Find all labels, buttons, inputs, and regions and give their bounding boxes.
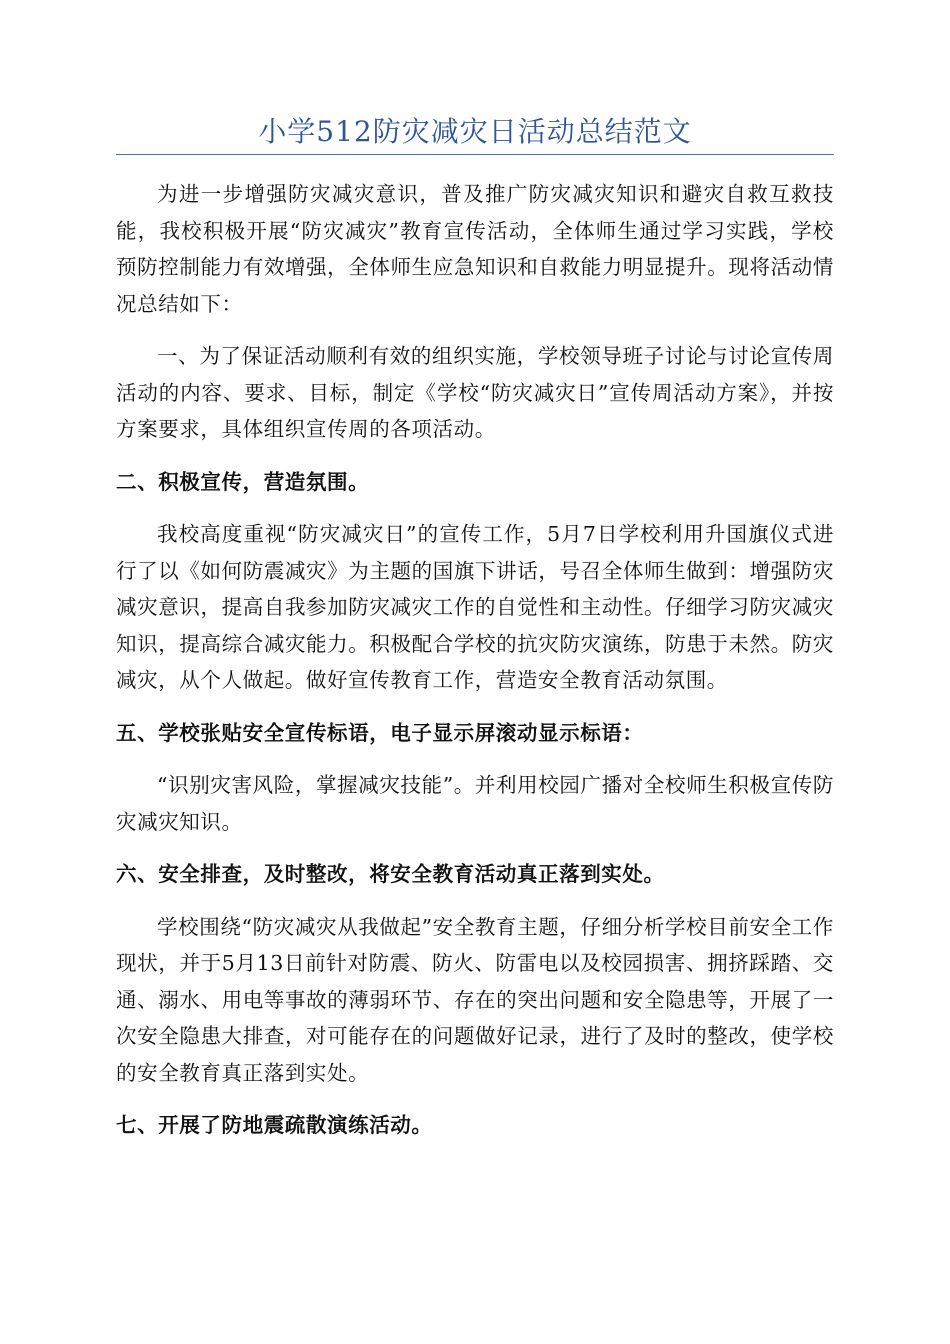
section-heading-seven: 七、开展了防地震疏散演练活动。 [116, 1113, 433, 1137]
document-body [116, 176, 834, 1160]
section-heading-six: 六、安全排查，及时整改，将安全教育活动真正落到实处。 [116, 862, 665, 886]
section-one-paragraph: 一、为了保证活动顺利有效的组织实施，学校领导班子讨论与讨论宣传周活动的内容、要求、目标，制定《学校“防灾减灾日”宣传周活动方案》，并按方案要求，具体组织宣传周的各项活动。 [116, 344, 834, 441]
section-five-paragraph: “识别灾害风险，掌握减灾技能”。并利用校园广播对全校师生积极宣传防灾减灾知识。 [116, 773, 834, 834]
intro-paragraph: 为进一步增强防灾减灾意识，普及推广防灾减灾知识和避灾自救互救技能，我校积极开展“防灾减灾”教育宣传活动，全体师生通过学习实践，学校预防控制能力有效增强，全体师生应急知识和自救能力明显提升。现将活动情况总结如下： [116, 182, 834, 316]
section-heading-five: 五、学校张贴安全宣传标语，电子显示屏滚动显示标语： [116, 720, 644, 745]
title-underline [116, 154, 834, 155]
section-six-paragraph: 学校围绕“防灾减灾从我做起”安全教育主题，仔细分析学校目前安全工作现状，并于5月13日前针对防震、防火、防雷电以及校园损害、拥挤踩踏、交通、溺水、用电等事故的薄弱环节、存在的突出问题和安全隐患等，开展了一次安全隐患大排查，对可能存在的问题做好记录，进行了及时的整改，使学校的安全教育真正落到实处。 [116, 914, 834, 1085]
page-title: 小学512防灾减灾日活动总结范文 [258, 115, 692, 148]
section-two-paragraph: 我校高度重视“防灾减灾日”的宣传工作，5月7日学校利用升国旗仪式进行了以《如何防震减灾》为主题的国旗下讲话，号召全体师生做到：增强防灾减灾意识，提高自我参加防灾减灾工作的自觉性和主动性。仔细学习防灾减灾知识，提高综合减灾能力。积极配合学校的抗灾防灾演练，防患于未然。防灾减灾，从个人做起。做好宣传教育工作，营造安全教育活动氛围。 [116, 522, 834, 692]
section-heading-two: 二、积极宣传，营造氛围。 [116, 469, 370, 494]
